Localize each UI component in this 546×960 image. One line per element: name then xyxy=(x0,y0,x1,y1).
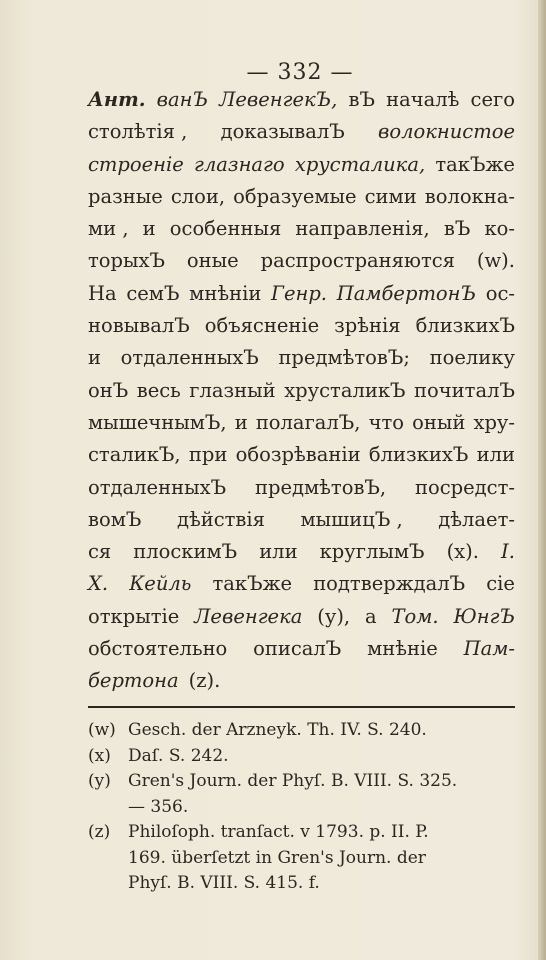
word: предмѣтовЪ; xyxy=(278,346,410,370)
word: сталикЪ, xyxy=(88,443,181,467)
footnote-line xyxy=(88,769,515,795)
word: слои, xyxy=(170,184,226,208)
word: онЪ xyxy=(88,378,129,402)
text-line xyxy=(88,568,515,600)
word: такЪже xyxy=(212,572,293,596)
footnote-rule xyxy=(88,706,515,708)
word: хрусталикЪ xyxy=(284,378,406,402)
word: или xyxy=(476,443,515,467)
text-line xyxy=(88,472,515,504)
word: хрусталика, xyxy=(294,152,426,176)
footnote-text: 169. überſetzt in Gren's Journ. der xyxy=(128,847,426,868)
word: мнѣніи xyxy=(189,281,262,305)
word: мнѣніе xyxy=(367,637,438,661)
word: глазнаго xyxy=(194,152,285,176)
text-line xyxy=(88,439,515,471)
word: открытіе xyxy=(88,604,180,628)
word: вЪ xyxy=(443,217,471,241)
word: ЮнгЪ xyxy=(453,604,515,628)
word: Кейль xyxy=(129,572,192,596)
word: зрѣнія xyxy=(334,314,401,338)
word: полагалЪ, xyxy=(255,410,361,434)
word: ся xyxy=(88,540,112,564)
word: отдаленныхЪ xyxy=(88,475,227,499)
text-line xyxy=(88,601,515,633)
word: волокнистое xyxy=(378,120,515,144)
word: (x). xyxy=(446,540,479,564)
text-line xyxy=(88,504,515,536)
word: обстоятельно xyxy=(88,637,228,661)
word: волокна- xyxy=(424,184,515,208)
word: хру- xyxy=(473,410,515,434)
word: Левенгека xyxy=(194,604,303,628)
text-line xyxy=(88,278,515,310)
word: Генр. xyxy=(271,281,328,305)
word: почиталЪ xyxy=(414,378,515,402)
word: бертона xyxy=(88,669,179,693)
word: Том. xyxy=(391,604,439,628)
word: началѣ xyxy=(386,88,460,111)
word: торыхЪ xyxy=(88,249,166,273)
word: ПамбертонЪ xyxy=(336,281,477,305)
word: круглымЪ xyxy=(319,540,425,564)
footnote-line xyxy=(88,718,515,744)
word: дѣйствія xyxy=(176,507,265,531)
word: сими xyxy=(364,184,417,208)
text-line xyxy=(88,310,515,342)
word: образуемые xyxy=(233,184,357,208)
text-line xyxy=(88,407,515,439)
word: строеніе xyxy=(88,152,184,176)
word: оные xyxy=(186,249,239,273)
word: что xyxy=(368,410,404,434)
word: доказывалЪ xyxy=(220,120,345,144)
footnote-text: Daſ. S. 242. xyxy=(128,745,229,766)
word: распространяются xyxy=(260,249,455,273)
page-edge xyxy=(538,0,546,960)
text-line xyxy=(88,375,515,407)
footnote-line xyxy=(88,744,515,770)
word: ванЪ xyxy=(156,88,208,111)
word: X. xyxy=(88,572,109,596)
word: близкихЪ xyxy=(368,443,469,467)
word: разные xyxy=(88,184,163,208)
footnote-text: Gren's Journ. der Phyſ. B. VIII. S. 325. xyxy=(128,771,458,791)
word: Пам- xyxy=(463,637,515,661)
word: такЪже xyxy=(435,152,515,176)
word: ос- xyxy=(485,281,515,305)
footnote-text: Philoſoph. tranſact. v 1793. p. II. P. xyxy=(128,822,429,842)
page-number: — 332 — xyxy=(246,60,354,85)
word: Ант. xyxy=(88,88,146,111)
word: мышицЪ , xyxy=(300,507,403,531)
word: а xyxy=(364,604,377,628)
word: весь xyxy=(136,378,181,402)
footnotes xyxy=(88,718,515,897)
text-line xyxy=(88,665,515,697)
word: (z). xyxy=(188,669,221,693)
text-line xyxy=(88,181,515,213)
word: вомЪ xyxy=(88,507,142,531)
word: сіе xyxy=(486,572,515,596)
footnote-marker: (y) xyxy=(88,771,111,791)
text-line xyxy=(88,149,515,181)
footnote-text: Gesch. der Arzneyk. Th. IV. S. 240. xyxy=(128,720,427,740)
text-line xyxy=(88,342,515,374)
word: подтверждалЪ xyxy=(313,572,466,596)
word: предмѣтовЪ, xyxy=(254,475,387,499)
word: новывалЪ xyxy=(88,314,190,338)
word: описалЪ xyxy=(253,637,342,661)
word: и xyxy=(142,217,156,241)
word: ЛевенгекЪ, xyxy=(219,88,338,111)
footnote-line xyxy=(88,871,515,897)
footnote-marker: (w) xyxy=(88,720,116,740)
text-line xyxy=(88,84,515,116)
word: (у), xyxy=(317,604,351,628)
word: ми , xyxy=(88,217,129,241)
text-line xyxy=(88,213,515,245)
footnote-marker: (z) xyxy=(88,822,111,842)
main-text xyxy=(88,84,515,698)
word: особенныя xyxy=(169,217,282,241)
footnote-line xyxy=(88,846,515,872)
word: семЪ xyxy=(126,281,180,305)
word: или xyxy=(259,540,298,564)
word: направленія, xyxy=(295,217,430,241)
word: объясненіе xyxy=(204,314,320,338)
word: близкихЪ xyxy=(415,314,515,338)
footnote-line xyxy=(88,820,515,846)
text-line xyxy=(88,536,515,568)
word: (w). xyxy=(476,249,515,273)
footnote-line xyxy=(88,795,515,821)
word: сего xyxy=(470,88,515,111)
word: посредст- xyxy=(415,475,515,499)
word: ко- xyxy=(484,217,515,241)
word: оный xyxy=(412,410,466,434)
word: I. xyxy=(501,540,515,564)
word: плоскимЪ xyxy=(133,540,238,564)
word: и xyxy=(234,410,248,434)
text-line xyxy=(88,245,515,277)
text-line xyxy=(88,116,515,148)
word: дѣлает- xyxy=(438,507,515,531)
word: вЪ xyxy=(348,88,375,111)
text-line xyxy=(88,633,515,665)
word: и xyxy=(88,346,101,370)
word: мышечнымЪ, xyxy=(88,410,227,434)
footnote-marker: (x) xyxy=(88,745,111,766)
footnote-text: Phyſ. B. VIII. S. 415. f. xyxy=(128,873,320,893)
footnote-text: — 356. xyxy=(128,796,189,817)
word: глазный xyxy=(189,378,276,402)
word: столѣтія , xyxy=(88,120,188,144)
word: обозрѣваніи xyxy=(235,443,361,467)
word: На xyxy=(88,281,117,305)
word: при xyxy=(188,443,228,467)
word: отдаленныхЪ xyxy=(120,346,259,370)
word: поелику xyxy=(429,346,515,370)
